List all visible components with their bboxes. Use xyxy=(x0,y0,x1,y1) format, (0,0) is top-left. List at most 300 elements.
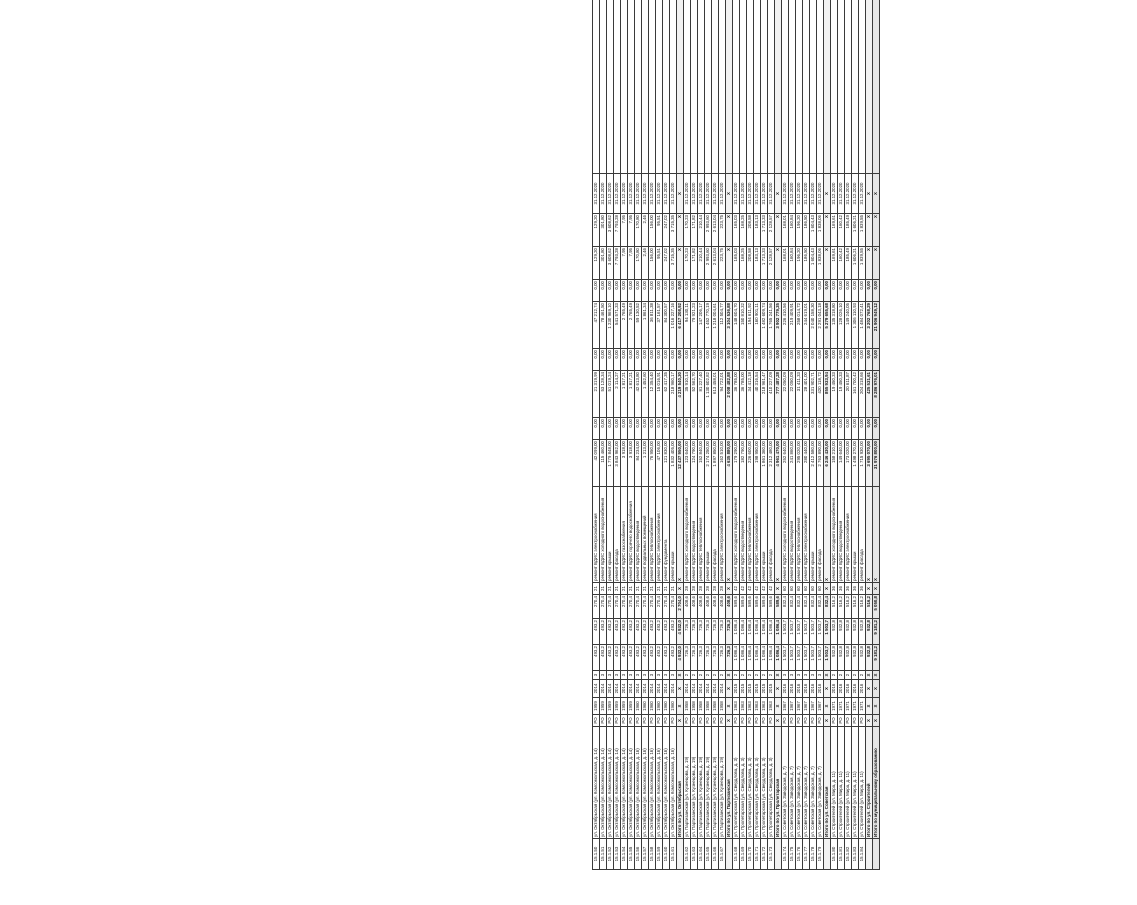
register-body xyxy=(593,0,880,870)
table-cell: 28 401,00 xyxy=(803,371,810,418)
table-cell: 76 950,00 xyxy=(649,440,656,487)
table-cell: 94 130,11 xyxy=(684,302,691,349)
table-cell: X xyxy=(866,671,873,680)
table-cell: 1963 xyxy=(768,698,775,715)
table-cell: 2014 xyxy=(649,680,656,698)
table-cell: РО xyxy=(838,715,845,727)
table-cell: 42 099,00 xyxy=(593,440,600,487)
table-cell: 493,2 xyxy=(635,619,642,645)
table-cell: РО xyxy=(747,715,754,727)
table-cell: 247,02 xyxy=(663,247,670,280)
table-cell: 0,00 xyxy=(670,280,677,302)
table-cell: ремонт крыши xyxy=(761,487,768,583)
table-cell: 0,00 xyxy=(852,349,859,371)
table-cell: 15.1.56 xyxy=(635,839,642,870)
table-cell: 3 202 768,29 xyxy=(866,302,873,349)
table-cell: 0,00 xyxy=(691,280,698,302)
table-cell: 493,2 xyxy=(621,619,628,645)
table-cell: X xyxy=(866,698,873,715)
table-cell: 0,00 xyxy=(614,349,621,371)
table-cell: 1 484 072,41 xyxy=(859,302,866,349)
table-row xyxy=(873,0,880,870)
table-cell: 47 106,00 xyxy=(656,440,663,487)
table-cell: 31.12.2020 xyxy=(754,174,761,214)
table-cell xyxy=(859,0,866,174)
table-cell: 171,82 xyxy=(691,214,698,247)
table-cell: 0,00 xyxy=(747,349,754,371)
table-cell: 516,2 xyxy=(838,595,845,619)
table-cell: РО xyxy=(670,715,677,727)
table-cell: 2015 xyxy=(747,680,754,698)
table-cell: 0,00 xyxy=(831,418,838,440)
table-cell: 223,75 xyxy=(719,214,726,247)
table-cell: 0,00 xyxy=(677,349,684,371)
table-cell: 408,6 xyxy=(719,595,726,619)
table-cell: 1 503,7 xyxy=(810,645,817,671)
table-cell: 1 861 360,00 xyxy=(761,440,768,487)
table-cell: 0,00 xyxy=(726,280,733,302)
table-cell: 15.1.62 xyxy=(684,839,691,870)
table-cell: 22 050,09 xyxy=(782,371,789,418)
table-cell: 1 503,7 xyxy=(817,619,824,645)
table-cell: 2 765,49 xyxy=(628,302,635,349)
table-cell: 270,4 xyxy=(635,595,642,619)
table-cell: 0,00 xyxy=(775,280,782,302)
table-cell: 15.1.81 xyxy=(838,839,845,870)
table-cell: ремонт ВДИС водоотведения xyxy=(789,487,796,583)
table-cell: 42 xyxy=(740,583,747,595)
table-cell: 7,95 xyxy=(628,247,635,280)
table-cell: 2016 xyxy=(796,680,803,698)
table-cell: 2 xyxy=(698,671,705,680)
table-cell: 148 604,70 xyxy=(733,302,740,349)
table-cell: 1 779 848,00 xyxy=(607,440,614,487)
table-cell: 47 212,74 xyxy=(593,302,600,349)
table-cell: 208,58 xyxy=(747,214,754,247)
table-cell: РО xyxy=(635,715,642,727)
table-cell: 226 410,56 xyxy=(782,302,789,349)
table-cell: 832,4 xyxy=(810,595,817,619)
table-cell: 0,00 xyxy=(670,349,677,371)
table-cell: ремонт крыши xyxy=(705,487,712,583)
table-cell xyxy=(642,0,649,174)
table-cell: 0,00 xyxy=(838,280,845,302)
table-cell: ремонт крыши xyxy=(670,487,677,583)
table-cell: 0,00 xyxy=(782,349,789,371)
table-cell: X xyxy=(726,583,733,595)
table-cell: 0,00 xyxy=(719,280,726,302)
table-cell: 0,00 xyxy=(810,418,817,440)
table-cell: 219 409,91 xyxy=(789,302,796,349)
table-cell: 173 020,00 xyxy=(845,440,852,487)
table-cell: 21 xyxy=(621,583,628,595)
table-row xyxy=(663,0,670,870)
table-row xyxy=(691,0,698,870)
table-cell: РО xyxy=(754,715,761,727)
table-cell: 1 765 241,56 xyxy=(768,302,775,349)
table-cell: 28 xyxy=(712,583,719,595)
table-cell: 932,8 xyxy=(845,619,852,645)
table-cell: 31.12.2020 xyxy=(600,174,607,214)
table-cell: 3 xyxy=(782,671,789,680)
table-cell: 9 181,2 xyxy=(873,645,880,671)
table-cell: 21 xyxy=(593,583,600,595)
table-cell: ул. Октябрьская (ул. Комсомольская, д. 14) xyxy=(628,727,635,839)
table-cell: 15.1.53 xyxy=(614,839,621,870)
table-cell: 0,00 xyxy=(677,418,684,440)
table-cell: 0,00 xyxy=(712,418,719,440)
table-row xyxy=(789,0,796,870)
table-cell: 270,4 xyxy=(614,595,621,619)
table-cell: 186,50 xyxy=(803,214,810,247)
table-cell: ул. Октябрьская (ул. Комсомольская, д. 16) xyxy=(663,727,670,839)
table-cell: 170,23 xyxy=(684,247,691,280)
table-cell: 28 xyxy=(719,583,726,595)
table-cell: ремонт ВДИС холодного водоснабжения xyxy=(684,487,691,583)
table-cell: 1 086,4 xyxy=(754,645,761,671)
table-cell: 168,01 xyxy=(782,247,789,280)
table-cell: 1 713,33 xyxy=(761,247,768,280)
table-cell: РО xyxy=(712,715,719,727)
table-cell: 0,00 xyxy=(824,349,831,371)
table-cell: X xyxy=(824,174,831,214)
table-cell: 425 531,61 xyxy=(866,371,873,418)
table-cell: РО xyxy=(705,715,712,727)
table-cell: 3 918,00 xyxy=(628,440,635,487)
table-cell: 1 503,7 xyxy=(810,619,817,645)
table-cell: 408,6 xyxy=(712,595,719,619)
table-cell: 162 510,00 xyxy=(719,440,726,487)
table-row xyxy=(614,0,621,870)
table-cell: 28 xyxy=(691,583,698,595)
table-cell: X xyxy=(775,583,782,595)
table-cell: X xyxy=(873,247,880,280)
table-cell: 185,49 xyxy=(845,247,852,280)
table-row xyxy=(621,0,628,870)
table-row xyxy=(782,0,789,870)
table-cell: 7 793,28 xyxy=(614,247,621,280)
table-cell: 408,6 xyxy=(726,595,733,619)
table-cell: 493,2 xyxy=(649,645,656,671)
table-cell: 0,00 xyxy=(593,280,600,302)
table-cell: 1 213,00 xyxy=(642,440,649,487)
table-cell: РО xyxy=(719,715,726,727)
table-cell: 0,00 xyxy=(789,418,796,440)
table-cell: 223,75 xyxy=(719,247,726,280)
table-cell: РО xyxy=(859,715,866,727)
table-cell: 2 763 890,00 xyxy=(817,440,824,487)
table-cell: 60 xyxy=(796,583,803,595)
table-cell: 36 xyxy=(859,583,866,595)
table-cell: 36 xyxy=(838,583,845,595)
table-cell: 7,95 xyxy=(621,214,628,247)
table-cell: ул. Строителей (ул. Мира, д. 11) xyxy=(859,727,866,839)
table-cell: ремонт ВДИС водоотведения xyxy=(635,487,642,583)
table-cell: РО xyxy=(607,715,614,727)
table-cell: 0,00 xyxy=(663,280,670,302)
table-cell: X xyxy=(873,214,880,247)
table-cell: 493,2 xyxy=(593,645,600,671)
table-cell: 1 715 930,00 xyxy=(859,440,866,487)
table-cell: X xyxy=(677,247,684,280)
table-cell: 777 487,28 xyxy=(775,371,782,418)
table-row xyxy=(775,0,782,870)
table-cell: 0,00 xyxy=(803,280,810,302)
table-cell: 196,20 xyxy=(796,214,803,247)
table-cell: 0,00 xyxy=(719,349,726,371)
table-cell: 31.12.2020 xyxy=(803,174,810,214)
table-cell: 726,3 xyxy=(726,619,733,645)
table-cell: 589,6 xyxy=(733,595,740,619)
table-cell xyxy=(600,0,607,174)
table-cell: 2 613,04 xyxy=(712,214,719,247)
table-cell: 28 xyxy=(684,583,691,595)
table-cell: 2 128,57 xyxy=(768,247,775,280)
table-cell: 1971 xyxy=(845,698,852,715)
table-cell: ул. Октябрьская (ул. Комсомольская, д. 14) xyxy=(600,727,607,839)
table-cell: 15.1.80 xyxy=(831,839,838,870)
table-cell: X xyxy=(726,698,733,715)
table-cell: 21 xyxy=(635,583,642,595)
table-cell: 31.12.2020 xyxy=(747,174,754,214)
table-cell: 1 086,4 xyxy=(761,619,768,645)
table-cell: 0,00 xyxy=(859,280,866,302)
table-row xyxy=(824,0,831,870)
table-cell: 1 016 227,16 xyxy=(670,302,677,349)
table-cell: ул. Советская (ул. Заводская, д. 7) xyxy=(782,727,789,839)
table-cell: 0,00 xyxy=(831,280,838,302)
table-cell: 169,61 xyxy=(831,214,838,247)
table-row xyxy=(866,0,873,870)
table-cell: 1 839,55 xyxy=(859,247,866,280)
table-cell: 15.1.67 xyxy=(719,839,726,870)
table-cell: 0,00 xyxy=(607,280,614,302)
table-cell: 2014 xyxy=(663,680,670,698)
table-cell: 15.1.57 xyxy=(642,839,649,870)
table-cell: 0,00 xyxy=(684,349,691,371)
table-cell: 31.12.2020 xyxy=(761,174,768,214)
table-cell: 0,00 xyxy=(635,418,642,440)
table-cell: 0,00 xyxy=(838,349,845,371)
table-cell: 28 xyxy=(705,583,712,595)
table-cell xyxy=(677,839,684,870)
table-cell: 2014 xyxy=(642,680,649,698)
table-cell: 2 174 250,00 xyxy=(705,440,712,487)
table-cell: 932,8 xyxy=(859,645,866,671)
table-cell: 15.1.70 xyxy=(747,839,754,870)
table-cell: 2 xyxy=(761,671,768,680)
table-cell: 0,00 xyxy=(754,280,761,302)
table-row xyxy=(838,0,845,870)
table-cell: X xyxy=(866,174,873,214)
table-cell: 226 600,00 xyxy=(747,440,754,487)
table-cell xyxy=(614,0,621,174)
table-cell: ремонт ВДИС горячего водоснабжения xyxy=(628,487,635,583)
table-cell: Итого по ул. Советская xyxy=(824,727,831,839)
table-cell: РО xyxy=(789,715,796,727)
table-cell: 3 xyxy=(628,671,635,680)
table-cell xyxy=(635,0,642,174)
table-cell: 170,80 xyxy=(635,247,642,280)
table-row xyxy=(600,0,607,870)
table-cell: 60 xyxy=(803,583,810,595)
table-cell xyxy=(663,0,670,174)
table-cell: ул. Строителей (ул. Мира, д. 11) xyxy=(852,727,859,839)
table-cell: 31.12.2020 xyxy=(782,174,789,214)
table-cell: ул. Советская (ул. Заводская, д. 7) xyxy=(789,727,796,839)
table-cell: ремонт ВДИС теплоснабжения xyxy=(649,487,656,583)
table-cell: ремонт ВДИС теплоснабжения xyxy=(796,487,803,583)
table-cell: 53 128,34 xyxy=(600,371,607,418)
table-cell: 1971 xyxy=(838,698,845,715)
table-cell: 15.1.66 xyxy=(712,839,719,870)
table-cell: 31.12.2020 xyxy=(705,174,712,214)
table-cell: X xyxy=(677,715,684,727)
table-cell: 1 839,55 xyxy=(859,214,866,247)
table-cell: 4 932,0 xyxy=(677,645,684,671)
table-cell: ул. Партизанская (ул. Кузнецова, д. 19) xyxy=(698,727,705,839)
table-cell: 1971 xyxy=(859,698,866,715)
table-cell: 2014 xyxy=(719,680,726,698)
table-cell: 2 xyxy=(719,671,726,680)
table-cell: X xyxy=(726,680,733,698)
table-cell: 3 xyxy=(621,671,628,680)
table-cell: 36 xyxy=(831,583,838,595)
table-cell: 0,00 xyxy=(803,349,810,371)
table-cell: 2015 xyxy=(768,680,775,698)
table-cell: 2014 xyxy=(628,680,635,698)
table-cell: X xyxy=(775,174,782,214)
table-cell: 60 xyxy=(810,583,817,595)
table-cell: РО xyxy=(600,715,607,727)
table-cell: 36 xyxy=(845,583,852,595)
table-cell: 2 008 482,88 xyxy=(726,371,733,418)
table-cell: X xyxy=(824,698,831,715)
table-cell: 270,4 xyxy=(649,595,656,619)
table-cell: 129,20 xyxy=(593,247,600,280)
table-cell: ремонт ВДИС электроснабжения xyxy=(845,487,852,583)
table-cell: ул. Октябрьская (ул. Комсомольская, д. 14) xyxy=(593,727,600,839)
table-cell: X xyxy=(824,671,831,680)
table-cell: 1960 xyxy=(635,698,642,715)
table-cell: 2 412 580,00 xyxy=(810,440,817,487)
table-cell: 1 218 004,61 xyxy=(712,302,719,349)
table-cell: 37 161,57 xyxy=(656,302,663,349)
table-cell: X xyxy=(726,671,733,680)
table-cell: 3 xyxy=(803,671,810,680)
table-cell: 1 452 770,19 xyxy=(705,302,712,349)
table-cell: 15.1.76 xyxy=(796,839,803,870)
table-cell: ул. Строителей (ул. Мира, д. 11) xyxy=(838,727,845,839)
table-cell: 31.12.2020 xyxy=(831,174,838,214)
table-cell: X xyxy=(677,671,684,680)
table-cell: Итого по ул. Октябрьская xyxy=(677,727,684,839)
table-cell: 247,02 xyxy=(663,214,670,247)
table-row xyxy=(768,0,775,870)
rotated-page xyxy=(592,35,1137,870)
table-cell: 1 503,7 xyxy=(789,619,796,645)
table-cell xyxy=(831,0,838,174)
table-cell: 31.12.2020 xyxy=(845,174,852,214)
table-cell: 183,13 xyxy=(754,247,761,280)
table-cell: 0,00 xyxy=(845,349,852,371)
table-cell: 0,00 xyxy=(684,280,691,302)
table-cell: 20 611,87 xyxy=(845,371,852,418)
table-cell: 295 020,00 xyxy=(796,440,803,487)
table-cell: 1 606,21 xyxy=(852,214,859,247)
table-cell: 3 xyxy=(789,671,796,680)
table-cell: X xyxy=(873,487,880,583)
table-cell: 0,00 xyxy=(754,349,761,371)
table-cell: 31.12.2020 xyxy=(852,174,859,214)
table-cell: ремонт фасада xyxy=(712,487,719,583)
table-cell: 15.1.79 xyxy=(817,839,824,870)
table-cell: 832,4 xyxy=(796,595,803,619)
table-cell: 1 606,21 xyxy=(852,247,859,280)
table-cell: 1971 xyxy=(852,698,859,715)
table-cell: 3 xyxy=(614,671,621,680)
table-cell: 1 817,21 xyxy=(621,371,628,418)
table-cell: РО xyxy=(621,715,628,727)
table-cell: 270,4 xyxy=(593,595,600,619)
table-cell: 589,6 xyxy=(775,595,782,619)
table-cell: 2 xyxy=(845,671,852,680)
table-row xyxy=(635,0,642,870)
table-cell: 79 921,23 xyxy=(691,302,698,349)
table-cell: 1 817,21 xyxy=(628,371,635,418)
table-cell: 0,00 xyxy=(656,280,663,302)
table-cell: 21 xyxy=(663,583,670,595)
table-cell: 0,00 xyxy=(873,280,880,302)
table-cell: ул. Партизанская (ул. Кузнецова, д. 19) xyxy=(719,727,726,839)
table-cell: 31.12.2020 xyxy=(607,174,614,214)
table-cell: 726,3 xyxy=(691,645,698,671)
table-row xyxy=(733,0,740,870)
table-row xyxy=(726,0,733,870)
table-cell: X xyxy=(775,214,782,247)
table-row xyxy=(649,0,656,870)
table-cell: 31.12.2020 xyxy=(614,174,621,214)
table-cell: ремонт ВДИС электроснабжения xyxy=(754,487,761,583)
table-cell xyxy=(677,0,684,174)
table-cell: 2014 xyxy=(684,680,691,698)
table-cell: 1959 xyxy=(607,698,614,715)
table-cell: 3 902 779,35 xyxy=(775,302,782,349)
table-cell: 2014 xyxy=(621,680,628,698)
table-cell: 1958 xyxy=(712,698,719,715)
table-cell: 270,4 xyxy=(628,595,635,619)
table-cell: 0,00 xyxy=(628,418,635,440)
table-cell: X xyxy=(873,583,880,595)
table-cell: ремонт ВДИС газоснабжения xyxy=(621,487,628,583)
table-cell: ремонт ВДИС водоотведения xyxy=(838,487,845,583)
table-cell: 0,00 xyxy=(824,418,831,440)
table-cell: 2016 xyxy=(803,680,810,698)
table-row xyxy=(593,0,600,870)
table-cell: ул. Советская (ул. Заводская, д. 7) xyxy=(803,727,810,839)
table-cell: 6 246 430,00 xyxy=(824,440,831,487)
table-cell: X xyxy=(824,247,831,280)
table-cell: ул. Пролетарская (ул. Свердлова, д. 3) xyxy=(740,727,747,839)
table-cell: X xyxy=(824,487,831,583)
table-cell: 493,2 xyxy=(593,619,600,645)
table-cell: 152 840,00 xyxy=(698,440,705,487)
table-cell: 0,00 xyxy=(782,418,789,440)
table-cell: 15.1.73 xyxy=(768,839,775,870)
table-cell: ул. Октябрьская (ул. Комсомольская, д. 14) xyxy=(607,727,614,839)
table-cell: X xyxy=(775,680,782,698)
table-cell: 1967 xyxy=(810,698,817,715)
